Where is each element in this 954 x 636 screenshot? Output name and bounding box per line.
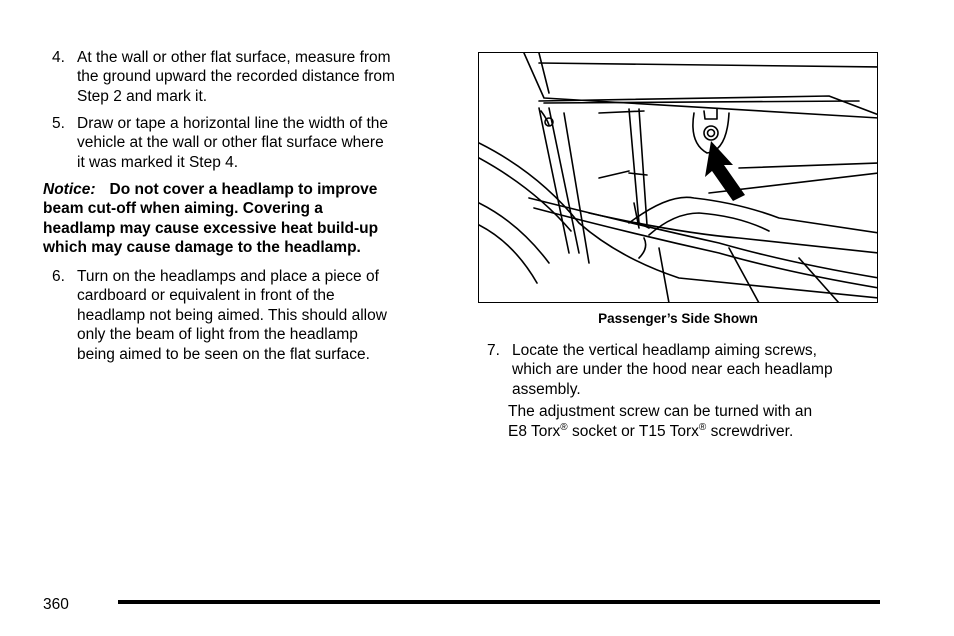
step-line: Draw or tape a horizontal line the width of the	[77, 115, 389, 132]
step-5	[52, 114, 452, 174]
headlamp-illustration	[478, 52, 878, 303]
paragraph-line	[508, 422, 888, 442]
step-line: only the beam of light from the headlamp	[77, 326, 358, 344]
notice-text: Do not cover a headlamp to improve	[109, 181, 378, 198]
step-text	[512, 341, 833, 399]
step-line: assembly.	[512, 380, 581, 398]
step-line: which are under the hood near each headlamp	[512, 361, 833, 379]
notice-line: beam cut-off when aiming. Covering a	[43, 200, 323, 218]
paragraph-line: The adjustment screw can be turned with an	[508, 403, 813, 420]
arrow-icon	[479, 53, 878, 303]
step-7	[487, 341, 907, 401]
step-6	[52, 267, 452, 367]
step-line: At the wall or other flat surface, measure from	[77, 49, 391, 66]
notice-block	[43, 180, 443, 258]
step-number: 5.	[52, 115, 65, 132]
footer-rule	[118, 600, 880, 604]
step-line: headlamp not being aimed. This should allow	[77, 306, 387, 324]
step-number: 7.	[487, 342, 500, 359]
text-fragment: screwdriver.	[706, 423, 794, 440]
step-line: Locate the vertical headlamp aiming screws,	[512, 342, 817, 359]
step-line: Turn on the headlamps and place a piece of	[77, 268, 379, 285]
step-text	[77, 48, 395, 106]
page-number: 360	[43, 596, 69, 613]
step-text	[77, 114, 388, 172]
step-line: vehicle at the wall or other flat surface where	[77, 134, 384, 152]
step-line: being aimed to be seen on the flat surface.	[77, 345, 370, 363]
notice-label: Notice:	[43, 181, 96, 198]
registered-mark: ®	[698, 422, 707, 433]
notice-line: which may cause damage to the headlamp.	[43, 239, 361, 257]
step-number: 6.	[52, 268, 65, 285]
notice-line	[43, 180, 443, 199]
step-4	[52, 48, 452, 108]
adjustment-paragraph	[508, 402, 888, 442]
step-number: 4.	[52, 49, 65, 66]
text-fragment: socket or T15 Torx	[567, 423, 699, 440]
step-line: Step 2 and mark it.	[77, 87, 208, 105]
text-fragment: E8 Torx	[508, 423, 561, 440]
step-line: it was marked it Step 4.	[77, 153, 239, 171]
step-line: the ground upward the recorded distance from	[77, 68, 395, 86]
notice-line: headlamp may cause excessive heat build-up	[43, 219, 379, 237]
figure-caption: Passenger’s Side Shown	[598, 311, 758, 326]
step-text	[77, 267, 387, 364]
step-line: cardboard or equivalent in front of the	[77, 287, 335, 305]
registered-mark: ®	[560, 422, 568, 433]
